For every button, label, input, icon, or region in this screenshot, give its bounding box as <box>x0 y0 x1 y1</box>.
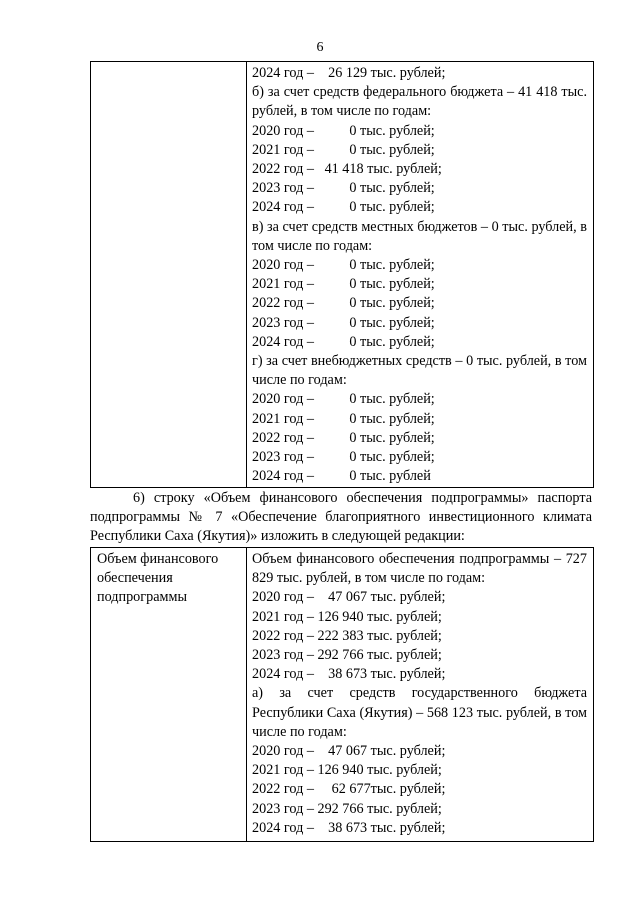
table-line: в) за счет средств местных бюджетов – 0 тыс. рублей, в том числе по годам: <box>252 218 587 254</box>
paragraph-line: подпрограммы № 7 «Обеспечение благоприятного инвестиционного климата <box>90 509 592 526</box>
table-line: 2023 год – 292 766 тыс. рублей; <box>252 647 442 664</box>
table-line: 2023 год – 0 тыс. рублей; <box>252 180 435 197</box>
table-line: 2023 год – 292 766 тыс. рублей; <box>252 800 442 817</box>
table-line: а) за счет средств государственного бюджета Республики Саха (Якутия) – 568 123 тыс. рублей, в том числе по годам: <box>252 685 587 740</box>
amendment-paragraph <box>90 489 592 547</box>
table-left-cell <box>91 548 247 841</box>
table-line: 2022 год – 222 383 тыс. рублей; <box>252 627 442 644</box>
paragraph-line: 6) строку «Объем финансового обеспечения подпрограммы» паспорта <box>133 490 592 506</box>
table-line: 2024 год – 0 тыс. рублей; <box>252 199 435 216</box>
table-line: 2021 год – 0 тыс. рублей; <box>252 410 435 427</box>
table-line: 2021 год – 126 940 тыс. рублей; <box>252 762 442 779</box>
table-right-cell <box>247 548 593 841</box>
table-line: 2022 год – 62 677тыс. рублей; <box>252 781 446 798</box>
table-line: 2020 год – 0 тыс. рублей; <box>252 257 435 274</box>
table-line: 2022 год – 0 тыс. рублей; <box>252 429 435 446</box>
page-number: 6 <box>316 40 324 55</box>
funding-table-subprogram-7 <box>90 547 594 842</box>
table-line: 2024 год – 26 129 тыс. рублей; <box>252 65 446 81</box>
table-line: 2024 год – 0 тыс. рублей; <box>252 333 435 350</box>
table-line: б) за счет средств федерального бюджета – 41 418 тыс. рублей, в том числе по годам: <box>252 84 587 120</box>
table-line: 2021 год – 126 940 тыс. рублей; <box>252 608 442 625</box>
table-line: 2021 год – 0 тыс. рублей; <box>252 141 435 158</box>
table-line: 2020 год – 47 067 тыс. рублей; <box>252 589 446 606</box>
table-line: 2021 год – 0 тыс. рублей; <box>252 276 435 293</box>
table-row-label: Объем финансового обеспечения подпрограммы <box>97 551 219 606</box>
table-left-cell-empty <box>91 62 247 487</box>
table-right-cell <box>247 62 593 487</box>
table-line: 2020 год – 0 тыс. рублей; <box>252 122 435 139</box>
table-line: 2024 год – 38 673 тыс. рублей; <box>252 666 446 683</box>
table-line: 2020 год – 0 тыс. рублей; <box>252 391 435 408</box>
table-line: Объем финансового обеспечения подпрограммы – 727 829 тыс. рублей, в том числе по годам: <box>252 551 587 587</box>
table-line: г) за счет внебюджетных средств – 0 тыс. рублей, в том числе по годам: <box>252 353 587 389</box>
table-line: 2022 год – 41 418 тыс. рублей; <box>252 161 442 178</box>
paragraph-line: Республики Саха (Якутия)» изложить в следующей редакции: <box>90 528 465 545</box>
table-line: 2024 год – 0 тыс. рублей <box>252 468 431 485</box>
funding-table-continuation <box>90 61 594 488</box>
table-line: 2024 год – 38 673 тыс. рублей; <box>252 819 446 836</box>
table-line: 2020 год – 47 067 тыс. рублей; <box>252 743 446 760</box>
table-line: 2023 год – 0 тыс. рублей; <box>252 314 435 331</box>
table-line: 2022 год – 0 тыс. рублей; <box>252 295 435 312</box>
table-line: 2023 год – 0 тыс. рублей; <box>252 449 435 466</box>
